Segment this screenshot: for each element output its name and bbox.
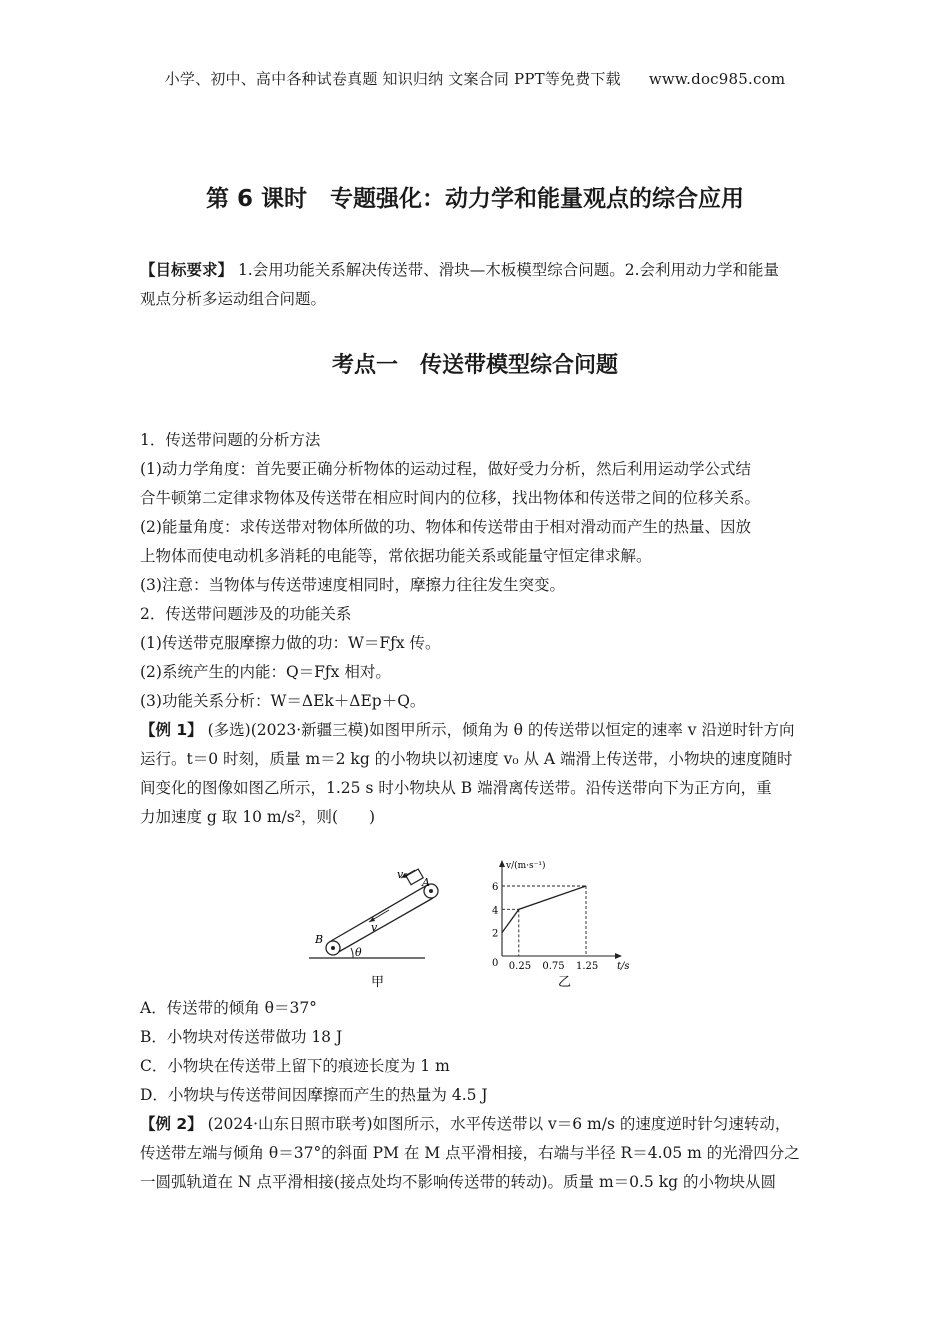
label-v0: v₀ xyxy=(397,868,408,881)
example1-line3: 间变化的图像如图乙所示，1.25 s 时小物块从 B 端滑离传送带。沿传送带向下为正方向，重 xyxy=(140,779,772,797)
block xyxy=(406,869,423,885)
content-block xyxy=(140,426,815,832)
header-text: 小学、初中、高中各种试卷真题 知识归纳 文案合同 PPT等免费下载 xyxy=(164,70,621,88)
page-header xyxy=(0,68,950,89)
example2-label: 【例 2】 xyxy=(140,1115,203,1133)
example2-line1: (2024·山东日照市联考)如图所示，水平传送带以 v＝6 m/s 的速度逆时针匀速转动， xyxy=(202,1115,791,1133)
label-v: v xyxy=(371,921,378,934)
pulley-a-hub xyxy=(429,889,433,893)
origin-label: 0 xyxy=(492,958,499,969)
option-a: A．传送带的倾角 θ＝37° xyxy=(140,999,317,1017)
x-tick-label: 0.25 xyxy=(508,961,532,972)
content-p8: (3)功能关系分析：W＝ΔEk＋ΔEp＋Q。 xyxy=(140,692,426,710)
caption-yi: 乙 xyxy=(558,975,572,990)
x-tick-label: 0.75 xyxy=(542,961,565,972)
content-p6: (1)传送带克服摩擦力做的功：W＝Fƒx 传。 xyxy=(140,634,441,652)
objectives-label: 【目标要求】 xyxy=(140,261,234,279)
section-title: 考点一 传送带模型综合问题 xyxy=(331,353,618,378)
content-p3b: 上物体而使电动机多消耗的电能等，常依据功能关系或能量守恒定律求解。 xyxy=(140,547,652,565)
caption-jia: 甲 xyxy=(371,975,385,990)
option-b: B．小物块对传送带做功 18 J xyxy=(140,1028,343,1046)
theta-arc xyxy=(351,948,353,958)
y-axis-arrow xyxy=(499,860,505,867)
example1-label: 【例 1】 xyxy=(140,721,203,739)
y-tick-label: 6 xyxy=(492,882,499,893)
content-p1: 1．传送带问题的分析方法 xyxy=(140,431,321,449)
example1-options xyxy=(140,994,815,1197)
pulley-b-hub xyxy=(331,946,335,950)
content-p7: (2)系统产生的内能：Q＝Fƒx 相对。 xyxy=(140,663,391,681)
content-p3a: (2)能量角度：求传送带对物体所做的功、物体和传送带由于相对滑动而产生的热量、因放 xyxy=(140,518,751,536)
content-p2b: 合牛顿第二定律求物体及传送带在相应时间内的位移，找出物体和传送带之间的位移关系。 xyxy=(140,489,761,507)
x-tick-label: 1.25 xyxy=(576,961,599,972)
label-theta: θ xyxy=(355,946,362,959)
example1-line4: 力加速度 g 取 10 m/s²，则( ) xyxy=(140,808,376,826)
y-axis-label: v/(m·s⁻¹) xyxy=(506,861,546,871)
example2-line3: 一圆弧轨道在 N 点平滑相接(接点处均不影响传送带的转动)。质量 m＝0.5 kg 的小物块从圆 xyxy=(140,1173,776,1191)
figure-yi-vt-graph xyxy=(488,852,648,997)
x-axis-arrow xyxy=(615,953,622,959)
lesson-title: 第 6 课时 专题强化：动力学和能量观点的综合应用 xyxy=(205,186,745,212)
example1-line2: 运行。t＝0 时刻，质量 m＝2 kg 的小物块以初速度 v₀ 从 A 端滑上传送带，小物块的速度随时 xyxy=(140,750,793,768)
figure-jia-conveyor xyxy=(305,862,455,992)
label-a: A xyxy=(422,876,430,889)
content-p5: 2．传送带问题涉及的功能关系 xyxy=(140,605,352,623)
objectives xyxy=(140,256,815,314)
objectives-line1: 1.会用功能关系解决传送带、滑块—木板模型综合问题。2.会利用动力学和能量 xyxy=(233,261,780,279)
x-axis-label: t/s xyxy=(617,961,630,972)
y-tick-label: 4 xyxy=(492,905,499,917)
belt-top xyxy=(331,884,429,941)
example1-line1: (多选)(2023·新疆三模)如图甲所示，倾角为 θ 的传送带以恒定的速率 v 沿逆时针方向 xyxy=(202,721,795,739)
label-b: B xyxy=(315,933,324,946)
option-d: D．小物块与传送带间因摩擦而产生的热量为 4.5 J xyxy=(140,1086,488,1104)
example2-line2: 传送带左端与倾角 θ＝37°的斜面 PM 在 M 点平滑相接，右端与半径 R＝4.05 m 的光滑四分之 xyxy=(140,1144,800,1162)
objectives-line2: 观点分析多运动组合问题。 xyxy=(140,290,327,308)
y-tick-label: 2 xyxy=(492,928,499,940)
belt-bottom xyxy=(335,898,433,954)
content-p4: (3)注意：当物体与传送带速度相同时，摩擦力往往发生突变。 xyxy=(140,576,565,594)
content-p2a: (1)动力学角度：首先要正确分析物体的运动过程，做好受力分析，然后利用运动学公式结 xyxy=(140,460,751,478)
option-c: C．小物块在传送带上留下的痕迹长度为 1 m xyxy=(140,1057,450,1075)
header-site: www.doc985.com xyxy=(648,70,786,88)
